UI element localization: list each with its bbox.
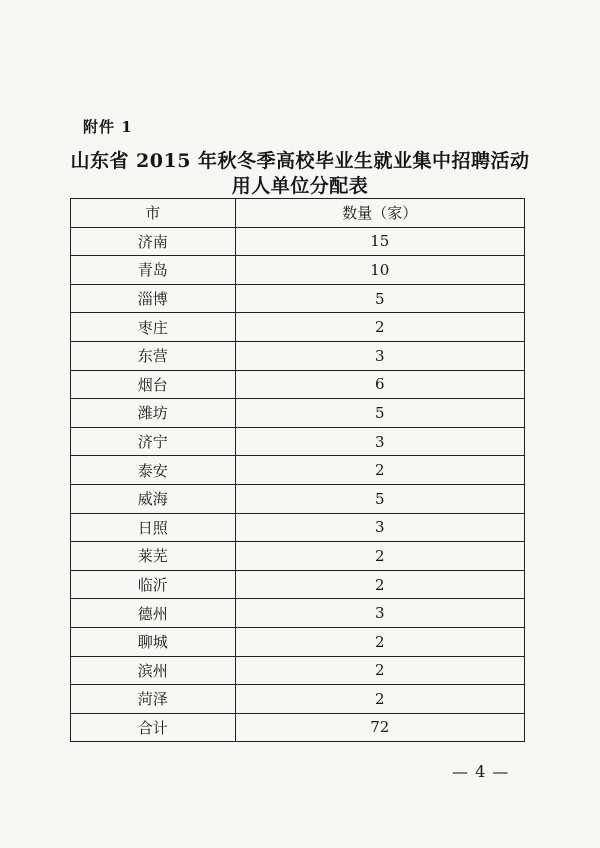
row-count: 5 — [235, 284, 524, 313]
row-count: 2 — [235, 542, 524, 571]
table-row — [71, 685, 525, 714]
row-city: 滨州 — [71, 656, 236, 685]
table-row — [71, 370, 525, 399]
row-count: 15 — [235, 227, 524, 256]
table-row — [71, 313, 525, 342]
row-city: 济南 — [71, 227, 236, 256]
row-city: 菏泽 — [71, 685, 236, 714]
table-row — [71, 427, 525, 456]
header-city: 市 — [71, 199, 236, 228]
table-row — [71, 599, 525, 628]
row-count: 5 — [235, 399, 524, 428]
header-count: 数量（家） — [235, 199, 524, 228]
row-count: 2 — [235, 627, 524, 656]
table-row — [71, 456, 525, 485]
row-count: 10 — [235, 256, 524, 285]
document-title-line2: 用人单位分配表 — [231, 175, 369, 197]
row-count: 3 — [235, 513, 524, 542]
table-total-row — [71, 713, 525, 742]
allocation-table — [70, 198, 525, 742]
document-title-line1: 山东省 2015 年秋冬季高校毕业生就业集中招聘活动 — [70, 150, 530, 172]
row-count: 2 — [235, 685, 524, 714]
total-count: 72 — [235, 713, 524, 742]
row-count: 3 — [235, 341, 524, 370]
table-row — [71, 513, 525, 542]
row-city: 莱芜 — [71, 542, 236, 571]
row-city: 烟台 — [71, 370, 236, 399]
row-city: 济宁 — [71, 427, 236, 456]
row-city: 泰安 — [71, 456, 236, 485]
row-city: 聊城 — [71, 627, 236, 656]
row-city: 临沂 — [71, 570, 236, 599]
table-row — [71, 284, 525, 313]
row-count: 5 — [235, 484, 524, 513]
table-row — [71, 341, 525, 370]
row-city: 威海 — [71, 484, 236, 513]
row-city: 德州 — [71, 599, 236, 628]
table-row — [71, 656, 525, 685]
table-row — [71, 399, 525, 428]
row-city: 淄博 — [71, 284, 236, 313]
table-row — [71, 484, 525, 513]
table-header-row — [71, 199, 525, 228]
row-count: 3 — [235, 599, 524, 628]
page-number: — 4 — — [452, 762, 510, 781]
row-count: 3 — [235, 427, 524, 456]
row-count: 2 — [235, 656, 524, 685]
row-city: 东营 — [71, 341, 236, 370]
attachment-label: 附件 1 — [83, 118, 133, 136]
table-row — [71, 627, 525, 656]
table-row — [71, 256, 525, 285]
table-row — [71, 227, 525, 256]
total-label: 合计 — [71, 713, 236, 742]
row-count: 6 — [235, 370, 524, 399]
row-count: 2 — [235, 456, 524, 485]
row-city: 潍坊 — [71, 399, 236, 428]
row-count: 2 — [235, 313, 524, 342]
row-count: 2 — [235, 570, 524, 599]
table-row — [71, 570, 525, 599]
table-row — [71, 542, 525, 571]
row-city: 日照 — [71, 513, 236, 542]
row-city: 青岛 — [71, 256, 236, 285]
row-city: 枣庄 — [71, 313, 236, 342]
